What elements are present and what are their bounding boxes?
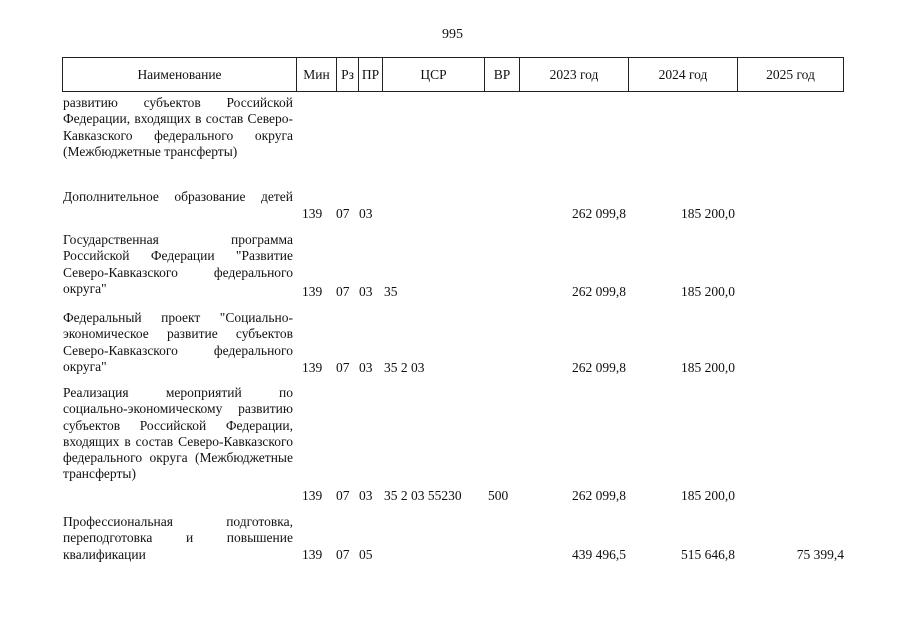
row-5-rz: 07 bbox=[336, 547, 350, 562]
row-4-min: 139 bbox=[302, 488, 323, 503]
header-csr: ЦСР bbox=[382, 58, 484, 91]
row-1-name: Дополнительное образование детей bbox=[63, 189, 293, 204]
row-2-2023: 262 099,8 bbox=[572, 284, 626, 299]
row-4-pr: 03 bbox=[359, 488, 373, 503]
row-4-csr: 35 2 03 55230 bbox=[384, 488, 462, 503]
row-3-2024: 185 200,0 bbox=[681, 360, 735, 375]
row-3-pr: 03 bbox=[359, 360, 373, 375]
row-2-csr: 35 bbox=[384, 284, 398, 299]
header-2024: 2024 год bbox=[628, 58, 737, 91]
row-5-2024: 515 646,8 bbox=[681, 547, 735, 562]
header-name: Наименование bbox=[137, 67, 222, 82]
row-3-csr: 35 2 03 bbox=[384, 360, 425, 375]
header-min: Мин bbox=[296, 58, 336, 91]
row-3-rz: 07 bbox=[336, 360, 350, 375]
row-5-min: 139 bbox=[302, 547, 323, 562]
row-2-rz: 07 bbox=[336, 284, 350, 299]
row-1-rz: 07 bbox=[336, 206, 350, 221]
header-rz: Рз bbox=[336, 58, 358, 91]
page-number: 995 bbox=[442, 27, 463, 42]
header-2023: 2023 год bbox=[519, 58, 628, 91]
row-2-pr: 03 bbox=[359, 284, 373, 299]
row-2-2024: 185 200,0 bbox=[681, 284, 735, 299]
row-5-2023: 439 496,5 bbox=[572, 547, 626, 562]
row-5-pr: 05 bbox=[359, 547, 373, 562]
row-3-min: 139 bbox=[302, 360, 323, 375]
header-pr: ПР bbox=[358, 58, 382, 91]
row-2-min: 139 bbox=[302, 284, 323, 299]
row-1-2023: 262 099,8 bbox=[572, 206, 626, 221]
row-5-2025: 75 399,4 bbox=[796, 547, 844, 562]
row-4-rz: 07 bbox=[336, 488, 350, 503]
row-3-name: Федеральный проект "Социально-экономическое развитие субъектов Северо-Кавказского федерального округа" bbox=[63, 310, 293, 374]
row-1-min: 139 bbox=[302, 206, 323, 221]
row-5-name: Профессиональная подготовка, переподготовка и повышение квалификации bbox=[63, 514, 293, 562]
row-2-name: Государственная программа Российской Федерации "Развитие Северо-Кавказского федерального округа" bbox=[63, 232, 293, 296]
row-0-name: развитию субъектов Российской Федерации, входящих в состав Северо-Кавказского федерального округа (Межбюджетные трансферты) bbox=[63, 95, 293, 159]
row-1-pr: 03 bbox=[359, 206, 373, 221]
row-4-name: Реализация мероприятий по социально-экономическому развитию субъектов Российской Федерации, входящих в состав Северо-Кавказского федерального округа (Межбюджетные трансферты) bbox=[63, 385, 293, 482]
row-4-vr: 500 bbox=[488, 488, 509, 503]
row-3-2023: 262 099,8 bbox=[572, 360, 626, 375]
row-4-2023: 262 099,8 bbox=[572, 488, 626, 503]
header-2025: 2025 год bbox=[737, 58, 843, 91]
row-1-2024: 185 200,0 bbox=[681, 206, 735, 221]
header-vr: ВР bbox=[484, 58, 519, 91]
row-4-2024: 185 200,0 bbox=[681, 488, 735, 503]
